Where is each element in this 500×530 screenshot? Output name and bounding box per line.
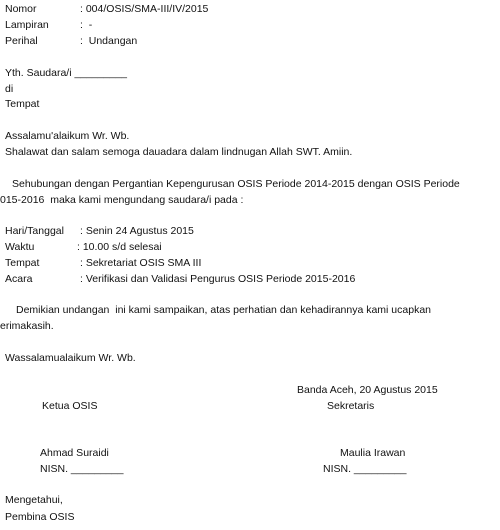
salam-penutup: Wassalamualaikum Wr. Wb. — [5, 352, 136, 364]
detail-value-time: : 10.00 s/d selesai — [77, 241, 162, 253]
right-signatory-name: Maulia Irawan — [340, 447, 406, 459]
recipient-line: Yth. Saudara/i _________ — [5, 67, 128, 79]
closing-line-2: erimakasih. — [0, 320, 54, 332]
greeting: Assalamu'alaikum Wr. Wb. — [5, 130, 130, 142]
place-date: Banda Aceh, 20 Agustus 2015 — [297, 384, 438, 396]
right-signatory-nisn: NISN. _________ — [323, 463, 407, 475]
intro-line-2: 015-2016 maka kami mengundang saudara/i pada : — [0, 194, 244, 206]
detail-value-place: : Sekretariat OSIS SMA III — [80, 257, 202, 269]
lampiran-value: : - — [80, 19, 93, 31]
pembina-title: Pembina OSIS — [5, 511, 75, 523]
closing-line-1: Demikian undangan ini kami sampaikan, atas perhatian dan kehadirannya kami ucapkan — [16, 304, 432, 316]
mengetahui: Mengetahui, — [5, 494, 63, 506]
nomor-value: : 004/OSIS/SMA-III/IV/2015 — [80, 3, 209, 15]
detail-label-date: Hari/Tanggal — [5, 225, 64, 237]
shalawat-line: Shalawat dan salam semoga dauadara dalam lindnugan Allah SWT. Amiin. — [5, 146, 353, 158]
left-signatory-title: Ketua OSIS — [42, 400, 98, 412]
lampiran-label: Lampiran — [5, 19, 49, 31]
perihal-value: : Undangan — [80, 35, 138, 47]
left-signatory-nisn: NISN. _________ — [40, 463, 124, 475]
detail-label-event: Acara — [5, 273, 33, 285]
detail-label-place: Tempat — [5, 257, 40, 269]
perihal-label: Perihal — [5, 35, 38, 47]
detail-value-event: : Verifikasi dan Validasi Pengurus OSIS Periode 2015-2016 — [80, 273, 356, 285]
intro-line-1: Sehubungan dengan Pergantian Kepengurusan OSIS Periode 2014-2015 dengan OSIS Periode — [12, 178, 460, 190]
right-signatory-title: Sekretaris — [327, 400, 375, 412]
recipient-di: di — [5, 83, 14, 95]
nomor-label: Nomor — [5, 3, 37, 15]
detail-value-date: : Senin 24 Agustus 2015 — [80, 225, 194, 237]
detail-label-time: Waktu — [5, 241, 35, 253]
left-signatory-name: Ahmad Suraidi — [40, 447, 109, 459]
recipient-tempat: Tempat — [5, 98, 40, 110]
